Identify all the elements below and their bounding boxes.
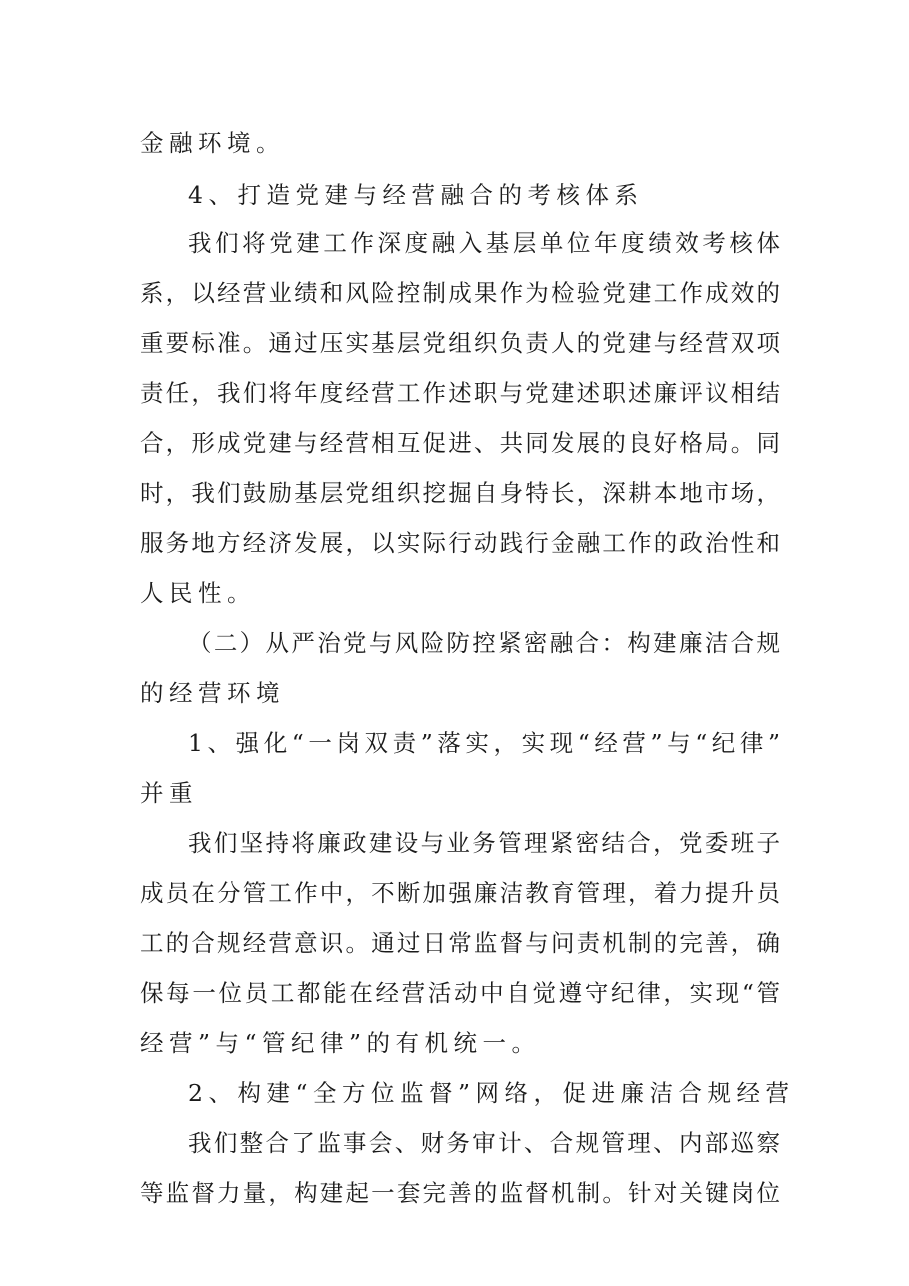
body-text-line: 责任，我们将年度经营工作述职与党建述职述廉评议相结 <box>140 379 780 407</box>
body-text-line: 合，形成党建与经营相互促进、共同发展的良好格局。同 <box>140 429 780 457</box>
body-text-line: 工的合规经营意识。通过日常监督与问责机制的完善，确 <box>140 929 780 957</box>
body-text-line: 金融环境。 <box>140 129 285 157</box>
section-heading: （二）从严治党与风险防控紧密融合：构建廉洁合规 <box>188 629 780 657</box>
body-text-line: 保每一位员工都能在经营活动中自觉遵守纪律，实现“管 <box>140 979 780 1007</box>
section-heading-continuation: 的经营环境 <box>140 679 285 707</box>
subsection-heading-continuation: 并重 <box>140 779 198 807</box>
body-text-line: 人民性。 <box>140 579 256 607</box>
paragraph-first-line: 我们坚持将廉政建设与业务管理紧密结合，党委班子 <box>188 829 780 857</box>
subsection-heading: 1、强化“一岗双责”落实，实现“经营”与“纪律” <box>188 729 780 757</box>
body-text-line: 成员在分管工作中，不断加强廉洁教育管理，着力提升员 <box>140 879 780 907</box>
body-text-line: 经营”与“管纪律”的有机统一。 <box>140 1029 541 1057</box>
body-text-line: 服务地方经济发展，以实际行动践行金融工作的政治性和 <box>140 529 780 557</box>
paragraph-first-line: 我们整合了监事会、财务审计、合规管理、内部巡察 <box>188 1129 780 1157</box>
body-text-line: 系，以经营业绩和风险控制成果作为检验党建工作成效的 <box>140 279 780 307</box>
body-text-line: 等监督力量，构建起一套完善的监督机制。针对关键岗位 <box>140 1179 780 1207</box>
subsection-heading: 2、构建“全方位监督”网络，促进廉洁合规经营 <box>188 1079 795 1107</box>
body-text-line: 时，我们鼓励基层党组织挖掘自身特长，深耕本地市场， <box>140 479 780 507</box>
section-heading: 4、打造党建与经营融合的考核体系 <box>188 181 644 209</box>
paragraph-first-line: 我们将党建工作深度融入基层单位年度绩效考核体 <box>188 229 780 257</box>
body-text-line: 重要标准。通过压实基层党组织负责人的党建与经营双项 <box>140 329 780 357</box>
